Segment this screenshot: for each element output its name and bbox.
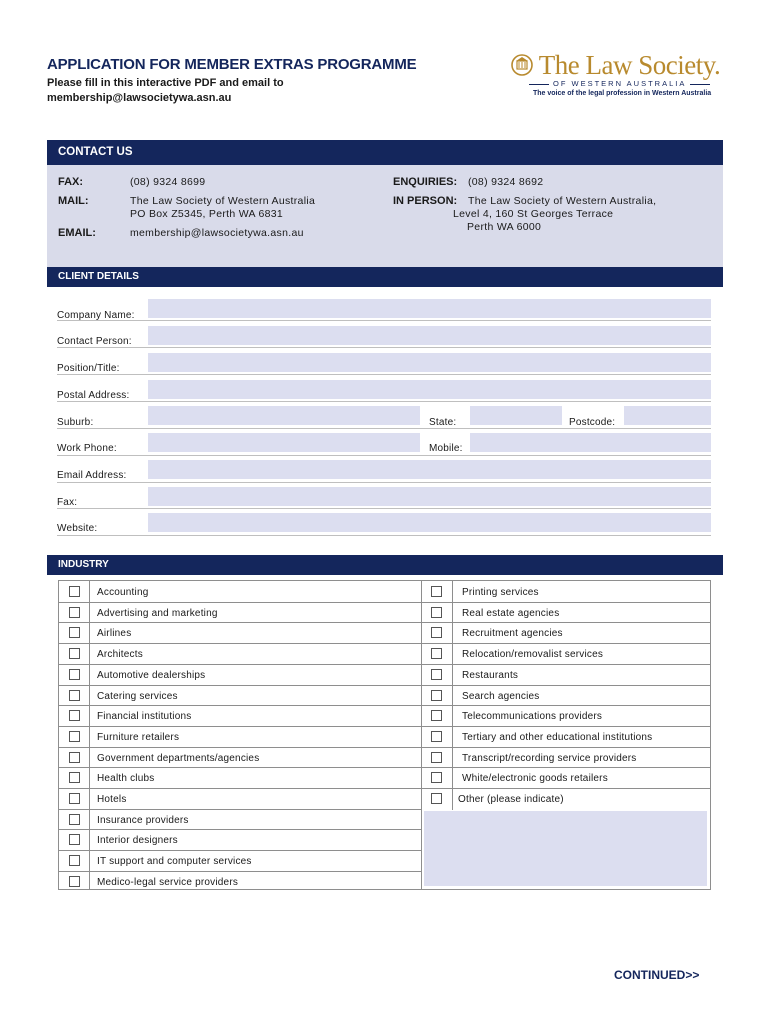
law-society-logo xyxy=(505,42,730,104)
position-title-field[interactable] xyxy=(148,353,711,372)
mail-line-1: The Law Society of Western Australia xyxy=(130,195,316,207)
industry-label: Real estate agencies xyxy=(462,607,560,619)
row-divider xyxy=(59,809,421,810)
industry-label: Architects xyxy=(97,649,143,661)
checkbox-catering-services[interactable] xyxy=(69,690,80,701)
divider xyxy=(57,455,711,456)
industry-label: Automotive dealerships xyxy=(97,669,206,681)
checkbox-transcript-recording-service-providers[interactable] xyxy=(431,752,442,763)
row-divider xyxy=(59,829,421,830)
divider xyxy=(57,320,711,321)
industry-label: Search agencies xyxy=(462,690,540,702)
state-label: State: xyxy=(429,417,457,428)
industry-label: White/electronic goods retailers xyxy=(462,773,608,785)
row-divider xyxy=(59,705,421,706)
checkbox-government-departments-agencies[interactable] xyxy=(69,752,80,763)
checkbox-tertiary-and-other-educational-institutions[interactable] xyxy=(431,731,442,742)
row-divider xyxy=(421,643,711,644)
contact-person-label: Contact Person: xyxy=(57,336,132,347)
row-divider xyxy=(59,664,421,665)
website-field[interactable] xyxy=(148,513,711,532)
checkbox-telecommunications-providers[interactable] xyxy=(431,710,442,721)
checkbox-furniture-retailers[interactable] xyxy=(69,731,80,742)
continued-label: CONTINUED>> xyxy=(614,968,700,982)
fax-field[interactable] xyxy=(148,487,711,506)
fax-field-label: Fax: xyxy=(57,497,78,508)
instructions-email: membership@lawsocietywa.asn.au xyxy=(47,92,232,104)
checkbox-airlines[interactable] xyxy=(69,627,80,638)
industry-label: Transcript/recording service providers xyxy=(462,752,637,764)
row-divider xyxy=(421,622,711,623)
checkbox-accounting[interactable] xyxy=(69,586,80,597)
in-person-label: IN PERSON: xyxy=(393,195,458,207)
fax-label: FAX: xyxy=(58,176,84,188)
industry-label: Telecommunications providers xyxy=(462,711,603,723)
divider xyxy=(57,508,711,509)
company-name-label: Company Name: xyxy=(57,310,135,321)
logo-tagline: The voice of the legal profession in Western Australia xyxy=(533,90,712,97)
email-address-field[interactable] xyxy=(148,460,711,479)
divider xyxy=(57,401,711,402)
client-details-heading: CLIENT DETAILS xyxy=(47,267,723,287)
contact-us-heading: CONTACT US xyxy=(47,140,723,165)
industry-label: Hotels xyxy=(97,794,127,805)
checkbox-restaurants[interactable] xyxy=(431,669,442,680)
in-person-line-1: The Law Society of Western Australia, xyxy=(468,195,657,207)
row-divider xyxy=(59,767,421,768)
checkbox-financial-institutions[interactable] xyxy=(69,710,80,721)
in-person-line-2: Level 4, 160 St Georges Terrace xyxy=(453,208,614,220)
row-divider xyxy=(421,685,711,686)
form-title: APPLICATION FOR MEMBER EXTRAS PROGRAMME xyxy=(47,56,417,73)
checkbox-white-electronic-goods-retailers[interactable] xyxy=(431,772,442,783)
checkbox-advertising-and-marketing[interactable] xyxy=(69,607,80,618)
checkbox-real-estate-agencies[interactable] xyxy=(431,607,442,618)
row-divider xyxy=(59,602,421,603)
industry-label: IT support and computer services xyxy=(97,856,252,868)
row-divider xyxy=(421,767,711,768)
industry-label: Relocation/removalist services xyxy=(462,649,604,661)
form-instructions xyxy=(47,76,284,106)
checkbox-relocation-removalist-services[interactable] xyxy=(431,648,442,659)
row-divider xyxy=(59,850,421,851)
industry-label: Financial institutions xyxy=(97,711,192,723)
row-divider xyxy=(421,602,711,603)
position-title-label: Position/Title: xyxy=(57,363,120,374)
suburb-label: Suburb: xyxy=(57,417,94,428)
table-divider xyxy=(421,580,422,890)
logo-region: OF WESTERN AUSTRALIA xyxy=(525,79,714,88)
checkbox-interior-designers[interactable] xyxy=(69,834,80,845)
email-value[interactable]: membership@lawsocietywa.asn.au xyxy=(130,227,304,239)
industry-label: Medico-legal service providers xyxy=(97,876,239,888)
industry-label: Catering services xyxy=(97,690,178,702)
mail-label: MAIL: xyxy=(58,195,89,207)
divider xyxy=(57,428,711,429)
industry-label: Printing services xyxy=(462,587,539,598)
contact-person-field[interactable] xyxy=(148,326,711,345)
work-phone-label: Work Phone: xyxy=(57,443,117,454)
other-industry-field[interactable] xyxy=(424,811,707,886)
checkbox-insurance-providers[interactable] xyxy=(69,814,80,825)
enquiries-label: ENQUIRIES: xyxy=(393,176,458,188)
checkbox-health-clubs[interactable] xyxy=(69,772,80,783)
industry-label: Airlines xyxy=(97,628,132,640)
state-field[interactable] xyxy=(470,406,562,425)
industry-label: Health clubs xyxy=(97,773,155,785)
enquiries-value: (08) 9324 8692 xyxy=(468,176,544,188)
row-divider xyxy=(59,726,421,727)
checkbox-recruitment-agencies[interactable] xyxy=(431,627,442,638)
postal-address-field[interactable] xyxy=(148,380,711,399)
email-address-label: Email Address: xyxy=(57,470,127,481)
postcode-field[interactable] xyxy=(624,406,711,425)
industry-label: Interior designers xyxy=(97,835,178,847)
industry-label: Insurance providers xyxy=(97,814,189,826)
checkbox-other-please-indicate[interactable] xyxy=(431,793,442,804)
work-phone-field[interactable] xyxy=(148,433,420,452)
email-label: EMAIL: xyxy=(58,227,96,239)
industry-label: Furniture retailers xyxy=(97,731,180,743)
industry-label: Government departments/agencies xyxy=(97,752,260,764)
row-divider xyxy=(59,788,421,789)
divider xyxy=(57,374,711,375)
industry-heading: INDUSTRY xyxy=(47,555,723,575)
row-divider xyxy=(59,747,421,748)
company-name-field[interactable] xyxy=(148,299,711,318)
industry-label: Tertiary and other educational institutions xyxy=(462,731,653,743)
mobile-field[interactable] xyxy=(470,433,711,452)
industry-label: Advertising and marketing xyxy=(97,607,218,619)
row-divider xyxy=(421,788,711,789)
checkbox-architects[interactable] xyxy=(69,648,80,659)
row-divider xyxy=(421,747,711,748)
row-divider xyxy=(59,622,421,623)
seal-icon xyxy=(511,53,533,77)
postal-address-label: Postal Address: xyxy=(57,390,130,401)
logo-wordmark xyxy=(511,50,720,81)
row-divider xyxy=(59,685,421,686)
checkbox-hotels[interactable] xyxy=(69,793,80,804)
fax-value: (08) 9324 8699 xyxy=(130,176,206,188)
checkbox-printing-services[interactable] xyxy=(431,586,442,597)
industry-label: Recruitment agencies xyxy=(462,628,563,640)
table-divider xyxy=(89,580,90,890)
checkbox-medico-legal-service-providers[interactable] xyxy=(69,876,80,887)
checkbox-automotive-dealerships[interactable] xyxy=(69,669,80,680)
row-divider xyxy=(421,664,711,665)
mail-line-2: PO Box Z5345, Perth WA 6831 xyxy=(130,208,284,220)
divider xyxy=(57,535,711,536)
suburb-field[interactable] xyxy=(148,406,420,425)
contact-panel xyxy=(47,165,723,267)
mobile-label: Mobile: xyxy=(429,443,463,454)
industry-label: Accounting xyxy=(97,587,149,598)
row-divider xyxy=(59,871,421,872)
divider xyxy=(57,347,711,348)
in-person-line-3: Perth WA 6000 xyxy=(467,221,542,233)
row-divider xyxy=(59,643,421,644)
postcode-label: Postcode: xyxy=(569,417,616,428)
industry-label: Other (please indicate) xyxy=(458,794,564,805)
industry-label: Restaurants xyxy=(462,669,519,681)
checkbox-it-support-and-computer-services[interactable] xyxy=(69,855,80,866)
table-divider xyxy=(452,580,453,810)
row-divider xyxy=(421,705,711,706)
row-divider xyxy=(421,726,711,727)
checkbox-search-agencies[interactable] xyxy=(431,690,442,701)
instructions-line-1: Please fill in this interactive PDF and email to xyxy=(47,77,284,89)
divider xyxy=(57,482,711,483)
logo-name: The Law Society. xyxy=(538,50,721,80)
website-label: Website: xyxy=(57,523,98,534)
